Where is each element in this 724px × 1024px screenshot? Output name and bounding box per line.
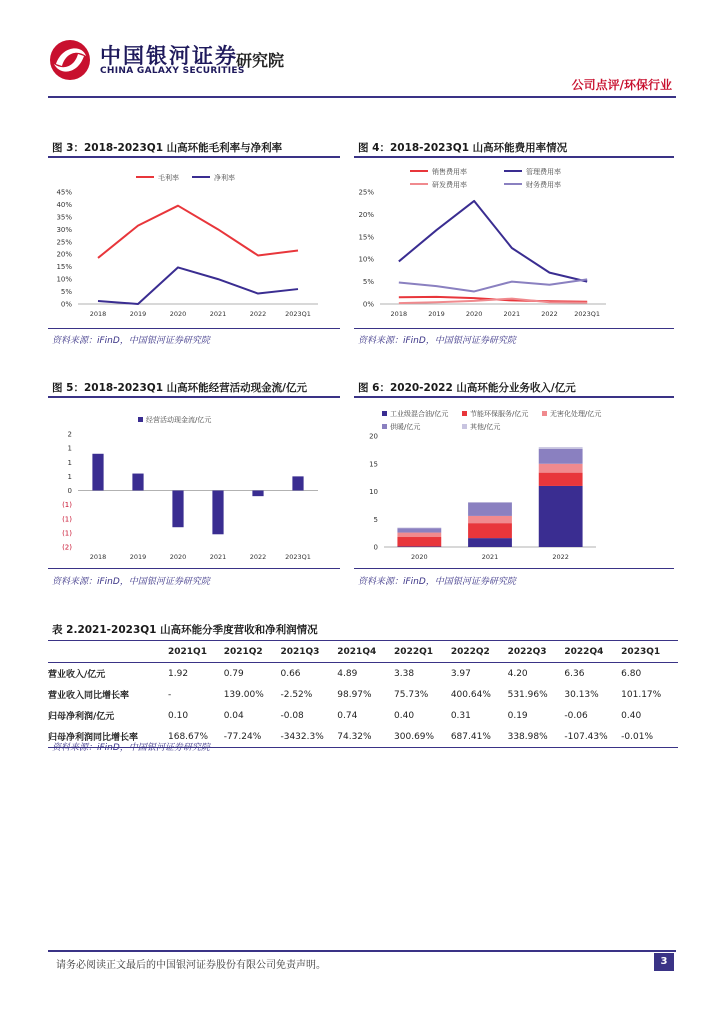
x-tick-label: 2022 (541, 310, 558, 318)
y-tick-label: (2) (62, 543, 72, 552)
x-tick-label: 2018 (390, 310, 408, 318)
stacked-bar-segment (397, 537, 441, 546)
figure-3-title: 图 3：2018-2023Q1 山高环能毛利率与净利率 (52, 142, 283, 154)
legend-swatch (138, 417, 143, 422)
table-cell: 1.92 (168, 668, 189, 679)
bar (92, 454, 103, 491)
legend-label: 管理费用率 (526, 168, 561, 176)
y-tick-label: 0% (362, 300, 374, 309)
table-cell: 531.96% (507, 689, 548, 700)
figure-6-top-rule (354, 396, 674, 398)
x-tick-label: 2021 (209, 553, 227, 561)
stacked-bar-segment (468, 538, 512, 547)
y-tick-label: 5% (362, 278, 374, 287)
stacked-bar-segment (397, 528, 441, 529)
y-tick-label: 2 (67, 430, 72, 439)
table-row-label: 营业收入同比增长率 (48, 691, 130, 701)
bar (292, 476, 303, 490)
stacked-bar-segment (468, 516, 512, 523)
stacked-bar-segment (539, 447, 583, 449)
table-cell: -107.43% (564, 726, 621, 748)
x-tick-label: 2021 (503, 310, 521, 318)
y-tick-label: 30% (56, 225, 72, 234)
legend-swatch (462, 424, 467, 429)
table-cell: 400.64% (450, 689, 491, 700)
x-tick-label: 2020 (465, 310, 483, 318)
legend-label: 财务费用率 (526, 181, 561, 189)
x-tick-label: 2023Q1 (285, 310, 311, 318)
stacked-bar-segment (397, 528, 441, 532)
table-header-cell: 2022Q4 (564, 641, 621, 663)
stacked-bar-segment (397, 533, 441, 537)
table-2-source: 资料来源：iFinD，中国银河证券研究院 (52, 743, 210, 753)
legend-label: 研发费用率 (432, 181, 467, 189)
legend-label: 供暖/亿元 (390, 423, 421, 431)
y-tick-label: (1) (62, 515, 72, 524)
table-cell: 3.97 (450, 668, 471, 679)
stacked-bar-segment (468, 503, 512, 516)
table-2-title: 表 2.2021-2023Q1 山高环能分季度营收和净利润情况 (52, 624, 318, 636)
table-cell: 3.38 (394, 668, 415, 679)
table-header-cell: 2023Q1 (621, 641, 678, 663)
x-tick-label: 2019 (129, 310, 147, 318)
x-tick-label: 2023Q1 (285, 553, 311, 561)
legend-swatch (382, 424, 387, 429)
x-tick-label: 2020 (169, 310, 187, 318)
figure-6-chart (354, 400, 674, 565)
table-cell: 6.36 (564, 668, 585, 679)
table-header-cell: 2022Q3 (508, 641, 565, 663)
series-line (399, 201, 587, 282)
report-category: 公司点评/环保行业 (571, 78, 672, 92)
table-cell: 687.41% (451, 726, 508, 748)
x-tick-label: 2021 (209, 310, 227, 318)
legend-label: 节能环保服务/亿元 (470, 410, 529, 418)
y-tick-label: 25% (56, 238, 72, 247)
table-cell: 139.00% (223, 689, 264, 700)
figure-5-title: 图 5：2018-2023Q1 山高环能经营活动现金流/亿元 (52, 382, 307, 394)
series-line (399, 279, 587, 291)
table-row-label: 归母净利润/亿元 (48, 712, 115, 722)
table-cell: 0.66 (280, 668, 301, 679)
table-row-label: 归母净利润同比增长率 (48, 726, 168, 748)
table-cell: 6.80 (621, 668, 642, 679)
y-tick-label: 5 (373, 515, 378, 524)
table-row (48, 705, 678, 726)
y-tick-label: 1 (67, 458, 72, 467)
y-tick-label: 35% (56, 213, 72, 222)
table-cell: 0.10 (168, 710, 189, 721)
table-header-cell: 2021Q3 (280, 641, 337, 663)
table-header-cell: 2021Q1 (168, 641, 224, 663)
y-tick-label: 5% (60, 288, 72, 297)
table-header-cell: 2021Q4 (337, 641, 394, 663)
page-number: 3 (654, 953, 674, 971)
x-tick-label: 2022 (249, 310, 267, 318)
legend-label: 销售费用率 (432, 168, 467, 176)
x-tick-label: 2018 (89, 553, 107, 561)
figure-4-top-rule (354, 156, 674, 158)
stacked-bar-segment (468, 502, 512, 503)
table-cell: - (168, 689, 172, 700)
figure-5-source: 资料来源：iFinD，中国银河证券研究院 (52, 577, 210, 587)
table-cell: 30.13% (564, 689, 599, 700)
stacked-bar-segment (468, 523, 512, 538)
bar (252, 491, 263, 497)
table-cell: 168.67% (168, 726, 224, 748)
table-cell: 0.79 (223, 668, 244, 679)
x-tick-label: 2023Q1 (574, 310, 601, 318)
stacked-bar-segment (539, 464, 583, 473)
y-tick-label: 10% (358, 255, 374, 264)
figure-6-source: 资料来源：iFinD，中国银河证券研究院 (358, 577, 516, 587)
table-cell: 98.97% (337, 689, 372, 700)
table-cell: 300.69% (394, 726, 451, 748)
table-cell: 0.04 (223, 710, 244, 721)
legend-label: 无害化处理/亿元 (550, 410, 602, 418)
bar (212, 491, 223, 535)
stacked-bar-segment (539, 486, 583, 547)
figure-3-source: 资料来源：iFinD，中国银河证券研究院 (52, 336, 210, 346)
y-tick-label: 20% (358, 210, 374, 219)
table-cell: 4.89 (337, 668, 358, 679)
table-header-cell: 2022Q2 (451, 641, 508, 663)
stacked-bar-segment (397, 546, 441, 547)
legend-swatch (382, 411, 387, 416)
x-tick-label: 2021 (481, 553, 499, 561)
table-header-row (48, 641, 678, 663)
table-row (48, 663, 678, 685)
table-cell: 0.40 (621, 710, 642, 721)
y-tick-label: 10% (56, 275, 72, 284)
table-cell: -0.08 (280, 710, 304, 721)
series-line (98, 206, 298, 258)
brand-subtitle: 研究院 (236, 51, 285, 70)
legend-label: 经营活动现金流/亿元 (146, 416, 212, 424)
y-tick-label: 15% (56, 263, 72, 272)
legend-label: 毛利率 (158, 174, 179, 182)
figure-6-title: 图 6：2020-2022 山高环能分业务收入/亿元 (358, 382, 576, 394)
x-tick-label: 2022 (552, 553, 569, 561)
figure-3-top-rule (48, 156, 340, 158)
series-line (98, 267, 298, 304)
y-tick-label: 15% (358, 233, 374, 242)
table-cell: 74.32% (337, 726, 394, 748)
table-cell: -3432.3% (280, 726, 337, 748)
table-cell: 0.19 (507, 710, 528, 721)
quarterly-results-table (48, 640, 678, 748)
y-tick-label: 45% (56, 188, 72, 197)
bar (172, 491, 183, 528)
x-tick-label: 2018 (89, 310, 107, 318)
figure-4-bottom-rule (354, 328, 674, 329)
table-header-cell (48, 641, 168, 663)
figure-6-bottom-rule (354, 568, 674, 569)
figure-5-bottom-rule (48, 568, 340, 569)
stacked-bar-segment (539, 473, 583, 486)
table-cell: 0.40 (394, 710, 415, 721)
legend-label: 净利率 (214, 174, 235, 182)
y-tick-label: (1) (62, 529, 72, 538)
table-cell: 0.74 (337, 710, 358, 721)
table-cell: 101.17% (621, 689, 662, 700)
galaxy-logo-icon (48, 38, 92, 82)
figure-3-bottom-rule (48, 328, 340, 329)
figure-3-chart (48, 160, 340, 325)
figure-4-title: 图 4：2018-2023Q1 山高环能费用率情况 (358, 142, 568, 154)
table-cell: 4.20 (507, 668, 528, 679)
stacked-bar-segment (539, 449, 583, 464)
figure-5-chart (48, 400, 340, 565)
header-divider (48, 96, 676, 98)
y-tick-label: (1) (62, 501, 72, 510)
table-cell: 0.31 (450, 710, 471, 721)
x-tick-label: 2020 (169, 553, 187, 561)
y-tick-label: 1 (67, 444, 72, 453)
x-tick-label: 2020 (411, 553, 428, 561)
legend-label: 工业级混合油/亿元 (390, 410, 449, 418)
x-tick-label: 2019 (129, 553, 147, 561)
y-tick-label: 15 (369, 460, 378, 469)
table-header-cell: 2021Q2 (224, 641, 281, 663)
brand-name-en: CHINA GALAXY SECURITIES (100, 66, 245, 76)
x-tick-label: 2019 (428, 310, 445, 318)
y-tick-label: 0 (67, 487, 72, 495)
table-row-label: 营业收入/亿元 (48, 670, 106, 680)
table-cell: -0.06 (564, 710, 588, 721)
table-cell: -2.52% (280, 689, 313, 700)
figure-4-chart (354, 160, 674, 325)
table-cell: -0.01% (621, 726, 678, 748)
table-cell: 338.98% (508, 726, 565, 748)
legend-label: 其他/亿元 (470, 423, 501, 431)
figure-4-source: 资料来源：iFinD，中国银河证券研究院 (358, 336, 516, 346)
y-tick-label: 20% (56, 250, 72, 259)
legend-swatch (462, 411, 467, 416)
y-tick-label: 10 (369, 488, 378, 496)
legend-swatch (542, 411, 547, 416)
bar (132, 474, 143, 491)
figure-5-top-rule (48, 396, 340, 398)
y-tick-label: 40% (56, 200, 72, 209)
table-cell: 75.73% (394, 689, 429, 700)
y-tick-label: 0 (373, 543, 378, 552)
y-tick-label: 1 (67, 472, 72, 481)
table-cell: -77.24% (224, 726, 281, 748)
table-header-cell: 2022Q1 (394, 641, 451, 663)
x-tick-label: 2022 (249, 553, 267, 561)
y-tick-label: 20 (369, 432, 378, 441)
y-tick-label: 0% (60, 300, 72, 309)
brand-name-cn: 中国银河证券 (100, 44, 238, 68)
footer-divider (48, 950, 676, 952)
footer-disclaimer: 请务必阅读正文最后的中国银河证券股份有限公司免责声明。 (56, 960, 326, 971)
y-tick-label: 25% (358, 188, 374, 197)
table-row (48, 684, 678, 705)
